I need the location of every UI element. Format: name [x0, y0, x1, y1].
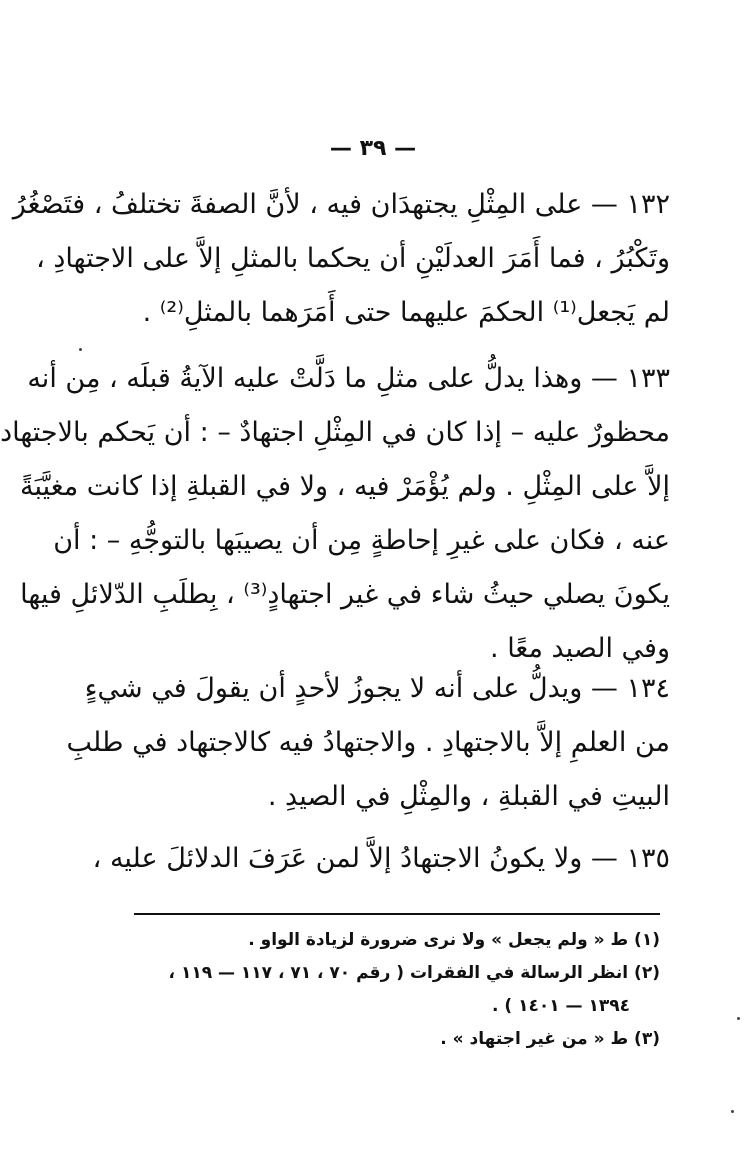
text-line: لم يَجعل⁽¹⁾ الحكمَ عليهما حتى أَمَرَهما بالمثلِ⁽²⁾ .: [142, 297, 670, 328]
text-line: ١٣٥ — ولا يكونُ الاجتهادُ إلاَّ لمن عَرَفَ الدلائلَ عليه ،: [92, 843, 670, 874]
paragraph-134: [66, 662, 670, 824]
text-line: وتَكْبُرُ ، فما أَمَرَ العدلَيْنِ أن يحكما بالمثلِ إلاَّ على الاجتهادِ ،: [36, 243, 670, 274]
footnote-3: (٣) ط « من غير اجتهاد » .: [440, 1029, 660, 1049]
text-line: إلاَّ على المِثْلِ . ولم يُؤْمَرْ فيه ، ولا في القبلةِ إذا كانت مغيَّبَةً: [19, 471, 670, 502]
paragraph-132: [12, 178, 670, 340]
text-line: ١٣٢ — على المِثْلِ يجتهدَان فيه ، لأنَّ الصفةَ تختلفُ ، فتَصْغُرُ: [12, 189, 670, 220]
text-line: ١٣٣ — وهذا يدلُّ على مثلِ ما دَلَّتْ عليه الآيةُ قبلَه ، مِن أنه: [27, 363, 670, 394]
page-number: — ٣٩ —: [329, 136, 417, 161]
scan-speck: [737, 1017, 740, 1020]
footnote-1: (١) ط « ولم يجعل » ولا نرى ضرورة لزيادة الواو .: [248, 930, 660, 950]
text-line: وفي الصيد معًا .: [490, 633, 670, 664]
text-line: عنه ، فكان على غيرِ إحاطةٍ مِن أن يصيبَها بالتوجُّهِ – : أن: [53, 525, 670, 556]
text-line: البيتِ في القبلةِ ، والمِثْلِ في الصيدِ .: [267, 781, 670, 812]
scan-speck: [79, 348, 82, 351]
footnote-2-continuation: ١٣٩٤ — ١٤٠١ ) .: [492, 996, 630, 1016]
footnote-2: (٢) انظر الرسالة في الفقرات ( رقم ٧٠ ، ٧١ ، ١١٧ — ١١٩ ،: [168, 963, 660, 983]
text-line: يكونَ يصلي حيثُ شاء في غير اجتهادٍ⁽³⁾ ، بِطلَبِ الدّلائلِ فيها: [20, 579, 670, 610]
footnotes: [134, 924, 660, 1056]
footnote-divider: [134, 913, 660, 915]
text-line: من العلمِ إلاَّ بالاجتهادِ . والاجتهادُ فيه كالاجتهاد في طلبِ: [66, 727, 670, 758]
paragraph-133: [0, 352, 670, 676]
text-line: محظورٌ عليه – إذا كان في المِثْلِ اجتهادٌ – : أن يَحكم بالاجتهاد: [0, 417, 670, 448]
text-line: ١٣٤ — ويدلُّ على أنه لا يجوزُ لأحدٍ أن يقولَ في شيءٍ: [84, 673, 670, 704]
scan-speck: [731, 1110, 734, 1113]
paragraph-135: [92, 832, 670, 886]
